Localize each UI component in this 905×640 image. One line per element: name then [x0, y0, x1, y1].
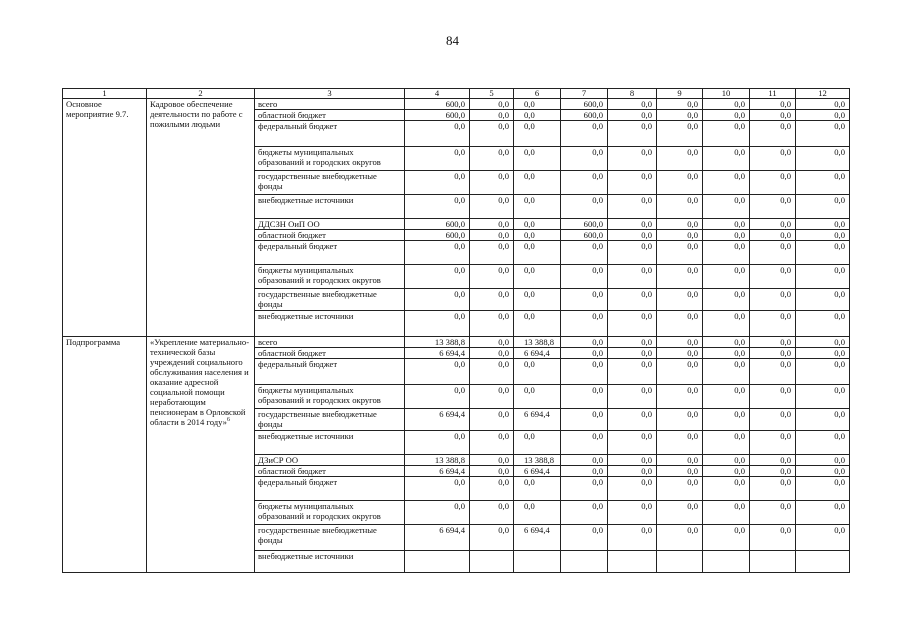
- value-cell: 0,0: [703, 219, 750, 230]
- value-cell: 0,0: [405, 241, 470, 265]
- value-cell: 0,0: [703, 195, 750, 219]
- value-cell: 0,0: [608, 409, 657, 431]
- value-cell: 0,0: [608, 195, 657, 219]
- value-cell: 0,0: [657, 477, 703, 501]
- value-cell: 0,0: [561, 525, 608, 551]
- value-cell: 0,0: [750, 147, 796, 171]
- value-cell: 0,0: [750, 337, 796, 348]
- value-cell: 0,0: [514, 501, 561, 525]
- value-cell: 0,0: [608, 311, 657, 337]
- value-cell: 0,0: [796, 348, 850, 359]
- value-cell: [750, 551, 796, 573]
- funding-source-cell: бюджеты муниципальных образований и городских округов: [255, 147, 405, 171]
- value-cell: 0,0: [470, 337, 514, 348]
- value-cell: 0,0: [703, 110, 750, 121]
- budget-table: [62, 88, 850, 573]
- value-cell: 0,0: [750, 171, 796, 195]
- value-cell: [470, 551, 514, 573]
- funding-source-cell: бюджеты муниципальных образований и городских округов: [255, 265, 405, 289]
- value-cell: 6 694,4: [514, 525, 561, 551]
- value-cell: 0,0: [750, 359, 796, 385]
- value-cell: 0,0: [703, 241, 750, 265]
- value-cell: 0,0: [561, 409, 608, 431]
- column-header: 9: [657, 89, 703, 99]
- value-cell: 0,0: [796, 431, 850, 455]
- value-cell: 0,0: [796, 265, 850, 289]
- value-cell: 0,0: [608, 171, 657, 195]
- value-cell: 0,0: [608, 289, 657, 311]
- funding-source-cell: федеральный бюджет: [255, 359, 405, 385]
- value-cell: 0,0: [561, 348, 608, 359]
- value-cell: 0,0: [405, 171, 470, 195]
- value-cell: 0,0: [703, 359, 750, 385]
- value-cell: 0,0: [514, 265, 561, 289]
- value-cell: 0,0: [405, 265, 470, 289]
- value-cell: 0,0: [470, 455, 514, 466]
- value-cell: 0,0: [608, 525, 657, 551]
- value-cell: 0,0: [703, 337, 750, 348]
- value-cell: 0,0: [657, 348, 703, 359]
- value-cell: 0,0: [514, 219, 561, 230]
- value-cell: 0,0: [561, 241, 608, 265]
- value-cell: 0,0: [750, 241, 796, 265]
- value-cell: 0,0: [796, 477, 850, 501]
- value-cell: 0,0: [750, 289, 796, 311]
- value-cell: 13 388,8: [405, 337, 470, 348]
- value-cell: 0,0: [703, 409, 750, 431]
- value-cell: 0,0: [514, 359, 561, 385]
- value-cell: 0,0: [470, 289, 514, 311]
- value-cell: 0,0: [750, 466, 796, 477]
- funding-source-cell: федеральный бюджет: [255, 121, 405, 147]
- value-cell: [405, 551, 470, 573]
- value-cell: 0,0: [561, 265, 608, 289]
- value-cell: 0,0: [796, 466, 850, 477]
- value-cell: 0,0: [750, 348, 796, 359]
- value-cell: 0,0: [703, 171, 750, 195]
- column-header: 10: [703, 89, 750, 99]
- value-cell: 0,0: [750, 195, 796, 219]
- value-cell: [703, 551, 750, 573]
- value-cell: 0,0: [470, 466, 514, 477]
- value-cell: 0,0: [405, 195, 470, 219]
- funding-source-cell: областной бюджет: [255, 110, 405, 121]
- column-header: 1: [63, 89, 147, 99]
- column-header: 5: [470, 89, 514, 99]
- value-cell: 0,0: [657, 195, 703, 219]
- funding-source-cell: областной бюджет: [255, 348, 405, 359]
- value-cell: 0,0: [470, 265, 514, 289]
- funding-source-cell: государственные внебюджетные фонды: [255, 289, 405, 311]
- value-cell: 0,0: [561, 171, 608, 195]
- value-cell: 0,0: [657, 359, 703, 385]
- funding-source-cell: внебюджетные источники: [255, 551, 405, 573]
- table-row: [63, 99, 850, 110]
- value-cell: 0,0: [561, 337, 608, 348]
- value-cell: 0,0: [561, 477, 608, 501]
- value-cell: 0,0: [657, 337, 703, 348]
- value-cell: 0,0: [657, 241, 703, 265]
- value-cell: 0,0: [750, 409, 796, 431]
- value-cell: 13 388,8: [514, 455, 561, 466]
- value-cell: 0,0: [470, 385, 514, 409]
- value-cell: 600,0: [561, 99, 608, 110]
- value-cell: 0,0: [703, 147, 750, 171]
- section-title-text: Кадровое обеспечение деятельности по работе с пожилыми людьми: [150, 99, 243, 129]
- value-cell: 0,0: [470, 501, 514, 525]
- value-cell: 0,0: [514, 195, 561, 219]
- value-cell: 6 694,4: [405, 466, 470, 477]
- value-cell: 0,0: [608, 110, 657, 121]
- value-cell: 0,0: [657, 501, 703, 525]
- value-cell: 0,0: [608, 99, 657, 110]
- value-cell: 0,0: [796, 525, 850, 551]
- funding-source-cell: областной бюджет: [255, 230, 405, 241]
- value-cell: 0,0: [561, 147, 608, 171]
- funding-source-cell: всего: [255, 99, 405, 110]
- value-cell: 0,0: [657, 466, 703, 477]
- value-cell: 0,0: [703, 289, 750, 311]
- value-cell: 0,0: [796, 241, 850, 265]
- value-cell: 0,0: [514, 99, 561, 110]
- value-cell: 0,0: [514, 171, 561, 195]
- value-cell: 0,0: [608, 121, 657, 147]
- value-cell: 6 694,4: [405, 525, 470, 551]
- value-cell: 0,0: [796, 455, 850, 466]
- value-cell: 600,0: [561, 219, 608, 230]
- value-cell: [561, 551, 608, 573]
- column-header: 11: [750, 89, 796, 99]
- funding-source-cell: внебюджетные источники: [255, 195, 405, 219]
- value-cell: 0,0: [470, 195, 514, 219]
- value-cell: 0,0: [657, 265, 703, 289]
- value-cell: [657, 551, 703, 573]
- value-cell: 0,0: [514, 241, 561, 265]
- value-cell: 0,0: [657, 171, 703, 195]
- value-cell: 6 694,4: [405, 348, 470, 359]
- value-cell: 0,0: [796, 409, 850, 431]
- value-cell: 0,0: [796, 99, 850, 110]
- value-cell: 0,0: [796, 110, 850, 121]
- value-cell: 0,0: [750, 219, 796, 230]
- value-cell: 0,0: [657, 110, 703, 121]
- value-cell: 0,0: [561, 311, 608, 337]
- value-cell: 0,0: [514, 121, 561, 147]
- section-type-cell: Основное мероприятие 9.7.: [63, 99, 147, 337]
- value-cell: 0,0: [405, 431, 470, 455]
- value-cell: 0,0: [514, 385, 561, 409]
- value-cell: 0,0: [470, 359, 514, 385]
- value-cell: 0,0: [470, 230, 514, 241]
- funding-source-cell: всего: [255, 337, 405, 348]
- value-cell: 0,0: [657, 99, 703, 110]
- column-header: 12: [796, 89, 850, 99]
- value-cell: 0,0: [703, 501, 750, 525]
- value-cell: 0,0: [657, 121, 703, 147]
- value-cell: 0,0: [561, 501, 608, 525]
- value-cell: 0,0: [750, 311, 796, 337]
- value-cell: 0,0: [561, 359, 608, 385]
- funding-source-cell: государственные внебюджетные фонды: [255, 409, 405, 431]
- value-cell: 0,0: [750, 525, 796, 551]
- column-header: 3: [255, 89, 405, 99]
- value-cell: 600,0: [405, 110, 470, 121]
- value-cell: 0,0: [608, 466, 657, 477]
- value-cell: 0,0: [470, 147, 514, 171]
- footnote-marker: 6: [226, 417, 230, 424]
- value-cell: 600,0: [405, 99, 470, 110]
- value-cell: 6 694,4: [514, 348, 561, 359]
- value-cell: 6 694,4: [405, 409, 470, 431]
- value-cell: 0,0: [796, 121, 850, 147]
- value-cell: 0,0: [608, 477, 657, 501]
- value-cell: 600,0: [561, 230, 608, 241]
- value-cell: 13 388,8: [514, 337, 561, 348]
- funding-source-cell: ДЗиСР ОО: [255, 455, 405, 466]
- section-type-cell: Подпрограмма: [63, 337, 147, 573]
- funding-source-cell: внебюджетные источники: [255, 311, 405, 337]
- value-cell: 0,0: [608, 359, 657, 385]
- value-cell: 0,0: [608, 348, 657, 359]
- value-cell: 0,0: [796, 501, 850, 525]
- value-cell: 0,0: [514, 289, 561, 311]
- value-cell: 0,0: [750, 230, 796, 241]
- value-cell: 0,0: [750, 121, 796, 147]
- value-cell: 0,0: [657, 147, 703, 171]
- value-cell: 0,0: [703, 466, 750, 477]
- value-cell: 0,0: [657, 219, 703, 230]
- column-header: 7: [561, 89, 608, 99]
- value-cell: 0,0: [796, 147, 850, 171]
- value-cell: 0,0: [608, 337, 657, 348]
- value-cell: 0,0: [796, 195, 850, 219]
- value-cell: 0,0: [470, 431, 514, 455]
- value-cell: 0,0: [514, 230, 561, 241]
- value-cell: 0,0: [608, 147, 657, 171]
- value-cell: 0,0: [703, 348, 750, 359]
- table-row: [63, 337, 850, 348]
- value-cell: 0,0: [657, 385, 703, 409]
- value-cell: 0,0: [750, 99, 796, 110]
- value-cell: 13 388,8: [405, 455, 470, 466]
- value-cell: 600,0: [405, 219, 470, 230]
- value-cell: 0,0: [470, 99, 514, 110]
- value-cell: 0,0: [470, 525, 514, 551]
- value-cell: 0,0: [657, 311, 703, 337]
- value-cell: 0,0: [703, 385, 750, 409]
- value-cell: 0,0: [608, 230, 657, 241]
- value-cell: 0,0: [405, 501, 470, 525]
- column-header: 4: [405, 89, 470, 99]
- value-cell: 0,0: [657, 230, 703, 241]
- funding-source-cell: государственные внебюджетные фонды: [255, 171, 405, 195]
- value-cell: 0,0: [703, 311, 750, 337]
- value-cell: 0,0: [405, 359, 470, 385]
- value-cell: 0,0: [657, 525, 703, 551]
- value-cell: 0,0: [470, 219, 514, 230]
- value-cell: 0,0: [796, 337, 850, 348]
- table-body: [63, 99, 850, 573]
- value-cell: 0,0: [750, 455, 796, 466]
- value-cell: 0,0: [561, 431, 608, 455]
- value-cell: 0,0: [608, 265, 657, 289]
- funding-source-cell: ДДСЗН ОиП ОО: [255, 219, 405, 230]
- value-cell: [608, 551, 657, 573]
- value-cell: 0,0: [470, 241, 514, 265]
- value-cell: 0,0: [608, 385, 657, 409]
- value-cell: 0,0: [405, 289, 470, 311]
- value-cell: 0,0: [750, 265, 796, 289]
- value-cell: 0,0: [750, 110, 796, 121]
- value-cell: 0,0: [561, 289, 608, 311]
- value-cell: 0,0: [470, 110, 514, 121]
- value-cell: 0,0: [405, 311, 470, 337]
- value-cell: 0,0: [608, 501, 657, 525]
- value-cell: 0,0: [470, 171, 514, 195]
- value-cell: 6 694,4: [514, 409, 561, 431]
- value-cell: 0,0: [561, 455, 608, 466]
- value-cell: 0,0: [405, 147, 470, 171]
- value-cell: 0,0: [750, 477, 796, 501]
- value-cell: 0,0: [608, 219, 657, 230]
- value-cell: 0,0: [470, 348, 514, 359]
- page-number: 84: [446, 33, 459, 48]
- value-cell: 0,0: [405, 477, 470, 501]
- value-cell: 600,0: [405, 230, 470, 241]
- value-cell: 0,0: [750, 431, 796, 455]
- value-cell: [514, 551, 561, 573]
- value-cell: 0,0: [608, 455, 657, 466]
- value-cell: 0,0: [657, 431, 703, 455]
- value-cell: 0,0: [608, 431, 657, 455]
- funding-source-cell: государственные внебюджетные фонды: [255, 525, 405, 551]
- value-cell: 0,0: [561, 121, 608, 147]
- value-cell: 0,0: [796, 289, 850, 311]
- value-cell: 6 694,4: [514, 466, 561, 477]
- value-cell: 0,0: [657, 409, 703, 431]
- value-cell: 0,0: [608, 241, 657, 265]
- value-cell: 0,0: [514, 147, 561, 171]
- value-cell: 0,0: [703, 230, 750, 241]
- value-cell: 0,0: [703, 99, 750, 110]
- funding-source-cell: федеральный бюджет: [255, 477, 405, 501]
- value-cell: 0,0: [561, 385, 608, 409]
- value-cell: 0,0: [796, 311, 850, 337]
- section-title-cell: [147, 99, 255, 337]
- value-cell: 0,0: [470, 121, 514, 147]
- value-cell: 0,0: [561, 466, 608, 477]
- value-cell: 0,0: [470, 477, 514, 501]
- value-cell: 0,0: [703, 265, 750, 289]
- column-header: 6: [514, 89, 561, 99]
- value-cell: 0,0: [703, 455, 750, 466]
- value-cell: 0,0: [750, 501, 796, 525]
- value-cell: 0,0: [405, 385, 470, 409]
- value-cell: 0,0: [796, 219, 850, 230]
- value-cell: 0,0: [514, 431, 561, 455]
- value-cell: 0,0: [703, 477, 750, 501]
- table-header: [63, 89, 850, 99]
- funding-source-cell: федеральный бюджет: [255, 241, 405, 265]
- value-cell: 0,0: [796, 385, 850, 409]
- value-cell: 0,0: [703, 525, 750, 551]
- header-row: [63, 89, 850, 99]
- value-cell: 0,0: [470, 311, 514, 337]
- funding-source-cell: внебюджетные источники: [255, 431, 405, 455]
- value-cell: 0,0: [514, 477, 561, 501]
- section-title-cell: [147, 337, 255, 573]
- column-header: 8: [608, 89, 657, 99]
- value-cell: 0,0: [657, 455, 703, 466]
- value-cell: 0,0: [561, 195, 608, 219]
- value-cell: 0,0: [796, 171, 850, 195]
- funding-source-cell: бюджеты муниципальных образований и городских округов: [255, 501, 405, 525]
- funding-source-cell: бюджеты муниципальных образований и городских округов: [255, 385, 405, 409]
- value-cell: 0,0: [796, 359, 850, 385]
- value-cell: 0,0: [750, 385, 796, 409]
- value-cell: 0,0: [657, 289, 703, 311]
- column-header: 2: [147, 89, 255, 99]
- funding-source-cell: областной бюджет: [255, 466, 405, 477]
- value-cell: 0,0: [514, 311, 561, 337]
- value-cell: 600,0: [561, 110, 608, 121]
- value-cell: 0,0: [470, 409, 514, 431]
- value-cell: 0,0: [796, 230, 850, 241]
- value-cell: 0,0: [703, 431, 750, 455]
- value-cell: 0,0: [514, 110, 561, 121]
- value-cell: 0,0: [703, 121, 750, 147]
- value-cell: 0,0: [405, 121, 470, 147]
- value-cell: [796, 551, 850, 573]
- section-title-text: «Укрепление материально-технической базы учреждений социального обслуживания населения и оказание адресной социальной помощи неработающим пенсионерам в Орловской области в 2014 году»: [150, 337, 250, 427]
